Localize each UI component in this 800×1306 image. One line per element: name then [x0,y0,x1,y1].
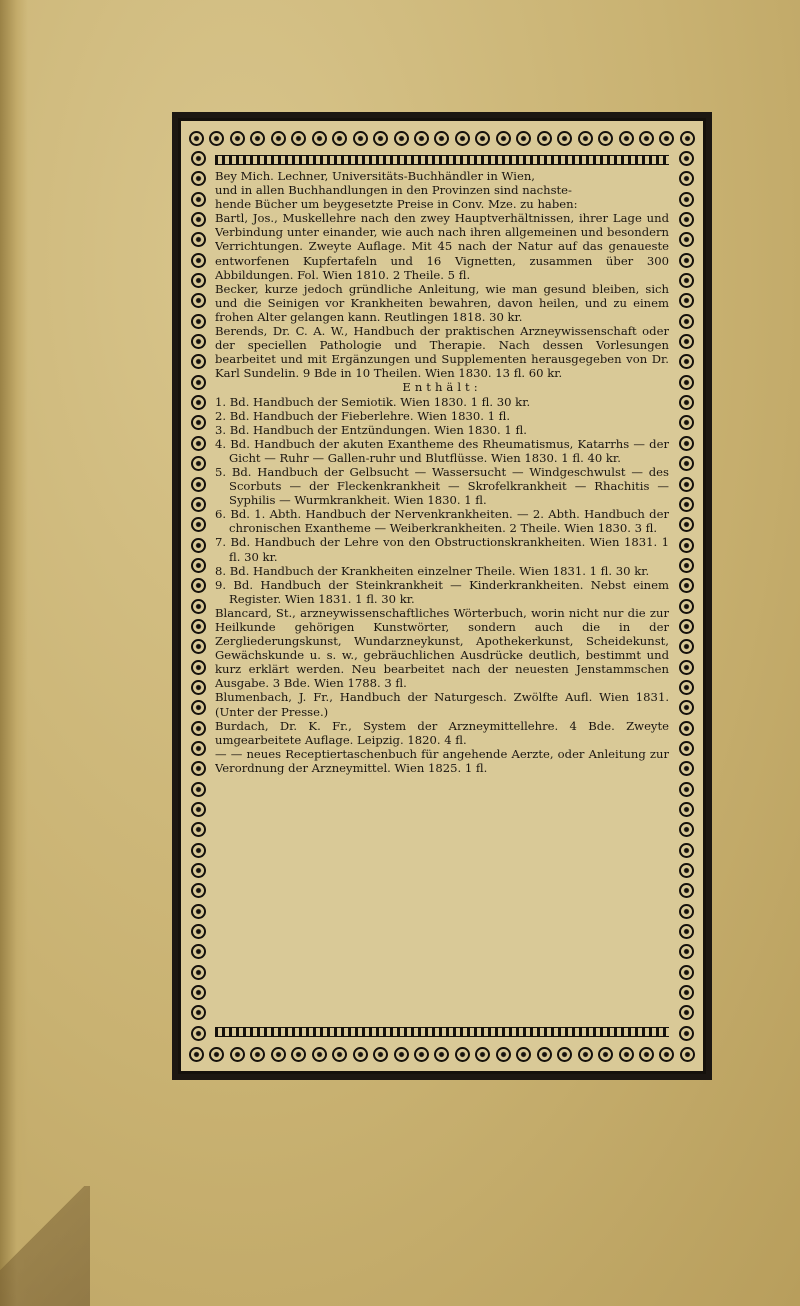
rosette-icon [679,395,694,410]
header-line: Bey Mich. Lechner, Universitäts-Buchhändler in Wien, [215,169,535,183]
rosette-icon [679,456,694,471]
volume-entry: 3. Bd. Handbuch der Entzündungen. Wien 1830. 1 fl. [215,422,527,437]
rosette-icon [230,131,245,146]
rosette-icon [679,843,694,858]
rosette-icon [679,1026,694,1041]
contents-heading: Enthält: [402,380,482,395]
rosette-icon [191,273,206,288]
rosette-icon [679,477,694,492]
rosette-icon [679,924,694,939]
rosette-icon [191,944,206,959]
rosette-icon [189,131,204,146]
rosette-icon [209,131,224,146]
ornament-border-top [189,127,695,149]
rosette-icon [679,863,694,878]
rosette-icon [191,334,206,349]
rosette-icon [191,822,206,837]
rosette-icon [679,761,694,776]
rosette-icon [679,436,694,451]
rosette-icon [679,822,694,837]
rosette-icon [394,1047,409,1062]
rosette-icon [191,293,206,308]
rosette-icon [619,1047,634,1062]
rosette-icon [639,1047,654,1062]
rosette-icon [191,375,206,390]
rosette-icon [191,599,206,614]
rosette-icon [679,253,694,268]
rosette-icon [191,436,206,451]
rosette-icon [434,131,449,146]
rosette-icon [191,883,206,898]
rosette-icon [578,1047,593,1062]
rosette-icon [434,1047,449,1062]
rosette-icon [679,273,694,288]
rosette-icon [191,415,206,430]
rosette-icon [191,477,206,492]
rosette-icon [353,131,368,146]
rosette-icon [191,802,206,817]
rosette-icon [189,1047,204,1062]
rosette-icon [679,354,694,369]
rosette-icon [191,985,206,1000]
rosette-icon [679,314,694,329]
volume-entry: 4. Bd. Handbuch der akuten Exantheme des Rheumatismus, Katarrhs — der Gicht — Ruhr — Gallen-ruhr und Blutflüsse. Wien 1830. 1 fl. 40 kr. [215,436,669,465]
rosette-icon [680,1047,695,1062]
rosette-icon [679,212,694,227]
rosette-icon [679,680,694,695]
rosette-icon [475,1047,490,1062]
rosette-icon [679,985,694,1000]
rosette-icon [679,517,694,532]
rosette-icon [191,660,206,675]
rosette-icon [191,171,206,186]
rosette-icon [191,1005,206,1020]
rosette-icon [332,1047,347,1062]
rosette-icon [191,212,206,227]
volume-entry: 7. Bd. Handbuch der Lehre von den Obstructionskrankheiten. Wien 1831. 1 fl. 30 kr. [215,535,669,564]
rosette-icon [191,721,206,736]
rosette-icon [191,924,206,939]
rosette-icon [191,863,206,878]
rosette-icon [679,538,694,553]
rosette-icon [679,660,694,675]
volume-entry: 8. Bd. Handbuch der Krankheiten einzelner Theile. Wien 1831. 1 fl. 30 kr. [215,563,650,578]
book-entry: Bartl, Jos., Muskellehre nach den zwey Hauptverhältnissen, ihrer Lage und Verbindung unter einander, wie auch nach ihren allgemeinen und besondern Verrichtungen. Zweyte Auflage. Mit 45 nach der Natur auf das genaueste entworfenen Kupfertafeln und 16 Vignetten, zusammen über 300 Abbildungen. Fol. Wien 1810. 2 Theile. 5 fl. [215,211,669,282]
rosette-icon [679,334,694,349]
rosette-icon [191,151,206,166]
rosette-icon [209,1047,224,1062]
rosette-icon [679,721,694,736]
rosette-icon [679,782,694,797]
rosette-icon [455,1047,470,1062]
rosette-icon [191,843,206,858]
rosette-icon [191,232,206,247]
rosette-icon [679,232,694,247]
ornament-border-left [187,151,209,1041]
rosette-icon [679,151,694,166]
volume-entry: 6. Bd. 1. Abth. Handbuch der Nervenkrankheiten. — 2. Abth. Handbuch der chronischen Exantheme — Weiberkrankheiten. 2 Theile. Wien 1830. 3 fl. [215,507,669,536]
rosette-icon [516,1047,531,1062]
rosette-icon [191,395,206,410]
rosette-icon [679,802,694,817]
rosette-icon [639,131,654,146]
rosette-icon [191,558,206,573]
rosette-icon [516,131,531,146]
catalogue-text [215,169,669,1023]
book-entry: Becker, kurze jedoch gründliche Anleitung, wie man gesund bleiben, sich und die Seinigen vor Krankheiten bewahren, davon heilen, und zu einem frohen Alter gelangen kann. Reutlingen 1818. 30 kr. [215,281,669,324]
rosette-icon [373,1047,388,1062]
rosette-icon [250,1047,265,1062]
advertisement-panel [178,118,706,1074]
rosette-icon [414,1047,429,1062]
rosette-icon [679,497,694,512]
rosette-icon [679,599,694,614]
rosette-icon [679,578,694,593]
rosette-icon [291,131,306,146]
rosette-icon [312,131,327,146]
book-entry: Blumenbach, J. Fr., Handbuch der Naturgesch. Zwölfte Aufl. Wien 1831. (Unter der Presse.) [215,690,669,719]
ornament-border-bottom [189,1043,695,1065]
rosette-icon [291,1047,306,1062]
book-entry: Blancard, St., arzneywissenschaftliches Wörterbuch, worin nicht nur die zur Heilkunde gehörigen Kunstwörter, sondern auch die in der Zergliederungskunst, Wundarzneykunst, Apothekerkunst, Scheidekunst, Gewächskunde u. s. w., gebräuchlichen Ausdrücke deutlich, bestimmt und kurz erklärt werden. Neu bearbeitet nach der neuesten Jenstammschen Ausgabe. 3 Bde. Wien 1788. 3 fl. [215,605,669,691]
rosette-icon [191,700,206,715]
rosette-icon [679,883,694,898]
rosette-icon [598,1047,613,1062]
rosette-icon [191,904,206,919]
rosette-icon [250,131,265,146]
rosette-icon [496,131,511,146]
header-line: und in allen Buchhandlungen in den Provinzen sind nachste- [215,183,572,198]
rosette-icon [191,456,206,471]
rosette-icon [191,1026,206,1041]
rosette-icon [191,538,206,553]
rosette-icon [191,741,206,756]
rosette-icon [353,1047,368,1062]
rosette-icon [394,131,409,146]
rosette-icon [598,131,613,146]
rosette-icon [191,192,206,207]
rosette-icon [191,782,206,797]
rosette-icon [679,944,694,959]
rosette-icon [230,1047,245,1062]
rosette-icon [619,131,634,146]
rosette-icon [679,293,694,308]
rosette-icon [191,253,206,268]
rosette-icon [373,131,388,146]
rosette-icon [271,1047,286,1062]
rosette-icon [537,131,552,146]
rosette-icon [191,354,206,369]
rosette-icon [271,131,286,146]
rosette-icon [679,192,694,207]
rosette-icon [557,1047,572,1062]
rosette-icon [679,700,694,715]
rosette-icon [679,415,694,430]
rosette-icon [557,131,572,146]
rosette-icon [537,1047,552,1062]
volume-entry: 2. Bd. Handbuch der Fieberlehre. Wien 1830. 1 fl. [215,408,511,423]
book-entry: — — neues Receptiertaschenbuch für angehende Aerzte, oder Anleitung zur Verordnung der Arzneymittel. Wien 1825. 1 fl. [215,746,669,775]
rosette-icon [659,1047,674,1062]
volume-entry: 9. Bd. Handbuch der Steinkrankheit — Kinderkrankheiten. Nebst einem Register. Wien 1831. 1 fl. 30 kr. [215,577,669,606]
rosette-icon [332,131,347,146]
rosette-icon [414,131,429,146]
rosette-icon [191,578,206,593]
arrow-rule-top [215,155,669,165]
volume-entry: 5. Bd. Handbuch der Gelbsucht — Wassersucht — Windgeschwulst — des Scorbuts — der Fleckenkrankheit — Skrofelkrankheit — Rhachitis — Syphilis — Wurmkrankheit. Wien 1830. 1 fl. [215,464,669,508]
rosette-icon [191,680,206,695]
rosette-icon [659,131,674,146]
rosette-icon [312,1047,327,1062]
rosette-icon [578,131,593,146]
rosette-icon [679,375,694,390]
volume-entry: 1. Bd. Handbuch der Semiotik. Wien 1830. 1 fl. 30 kr. [215,394,531,409]
rosette-icon [191,619,206,634]
rosette-icon [191,517,206,532]
header-line: hende Bücher um beygesetzte Preise in Conv. Mze. zu haben: [215,197,578,212]
book-entry: Berends, Dr. C. A. W., Handbuch der praktischen Arzneywissenschaft oder der speciellen Pathologie und Therapie. Nach dessen Vorlesungen bearbeitet und mit Ergänzungen und Supplementen herausgegeben von Dr. Karl Sundelin. 9 Bde in 10 Theilen. Wien 1830. 13 fl. 60 kr. [215,324,669,381]
ornament-border-right [675,151,697,1041]
rosette-icon [191,761,206,776]
rosette-icon [679,619,694,634]
book-entry: Burdach, Dr. K. Fr., System der Arzneymittellehre. 4 Bde. Zweyte umgearbeitete Auflage. Leipzig. 1820. 4 fl. [215,718,669,747]
paper-corner-stain [0,1186,90,1306]
rosette-icon [455,131,470,146]
rosette-icon [191,639,206,654]
rosette-icon [191,314,206,329]
page-edge [0,0,28,1306]
rosette-icon [191,965,206,980]
rosette-icon [679,558,694,573]
rosette-icon [679,965,694,980]
rosette-icon [679,741,694,756]
rosette-icon [679,171,694,186]
rosette-icon [680,131,695,146]
rosette-icon [679,639,694,654]
rosette-icon [496,1047,511,1062]
rosette-icon [191,497,206,512]
arrow-rule-bottom [215,1027,669,1037]
rosette-icon [679,1005,694,1020]
rosette-icon [475,131,490,146]
rosette-icon [679,904,694,919]
